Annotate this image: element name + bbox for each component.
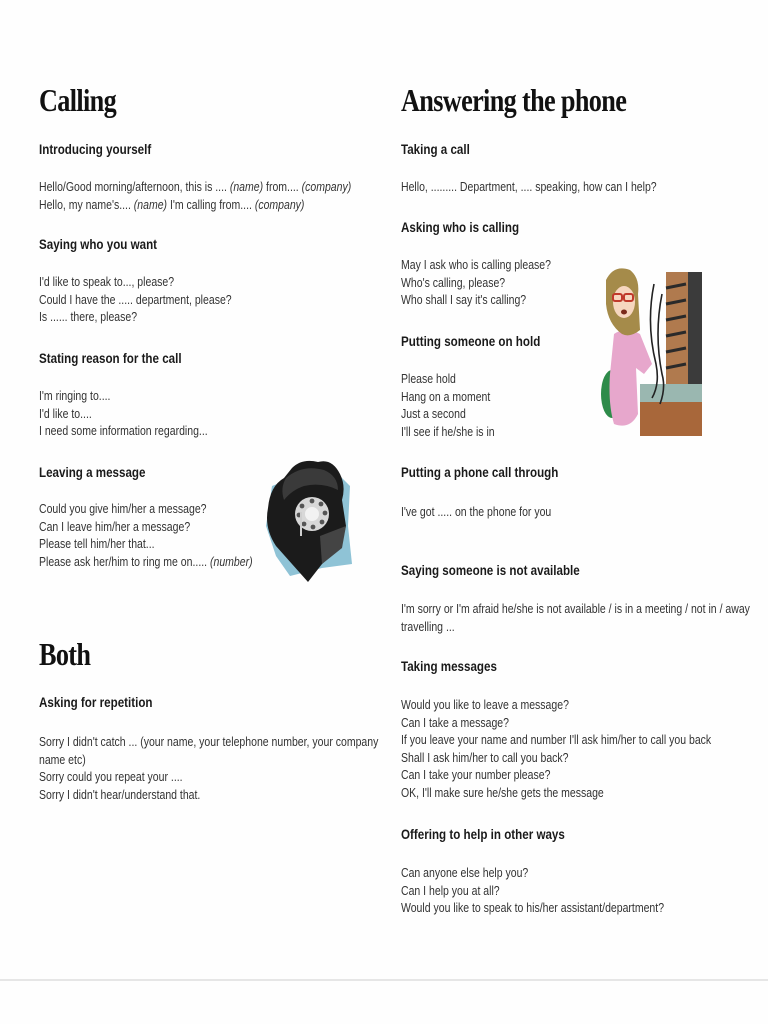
section-heading-putting-someone-on-hold: Putting someone on hold (401, 334, 541, 349)
phrase-line: Would you like to leave a message? (401, 698, 569, 712)
phrase-line: I'm ringing to.... (39, 389, 111, 403)
phrase-line: I'd like to speak to..., please? (39, 275, 175, 289)
section-heading-offering-help: Offering to help in other ways (401, 827, 565, 842)
phrase-line: May I ask who is calling please? (401, 258, 551, 272)
section-lines-offering-help (401, 865, 664, 918)
section-lines-putting-someone-on-hold (401, 371, 495, 441)
section-heading-taking-a-call: Taking a call (401, 142, 470, 157)
phrase-line: OK, I'll make sure he/she gets the message (401, 785, 604, 800)
phrase-line: Would you like to speak to his/her assistant/department? (401, 901, 665, 915)
section-lines-saying-who-you-want (39, 274, 232, 327)
phrase-line: Sorry I didn't catch ... (your name, your telephone number, your company (39, 735, 379, 749)
phrase-line: I've got ..... on the phone for you (401, 505, 552, 519)
section-lines-taking-messages (401, 697, 711, 802)
phrase-line: Who's calling, please? (401, 275, 506, 290)
phrase-line: Can I leave him/her a message? (39, 519, 191, 534)
section-lines-stating-reason (39, 388, 208, 441)
phrase-line: Hello, ......... Department, .... speaking, how can I help? (401, 180, 657, 194)
both-title: Both (39, 636, 91, 672)
phrase-line: Can I help you at all? (401, 883, 500, 898)
section-lines-asking-for-repetition (39, 734, 378, 804)
phrase-line: Shall I ask him/her to call you back? (401, 750, 569, 765)
phrase-line: Hello/Good morning/afternoon, this is .... (name) from.... (company) (39, 180, 352, 194)
section-heading-saying-someone-not-available: Saying someone is not available (401, 563, 580, 578)
section-lines-leaving-a-message (39, 501, 253, 571)
section-heading-saying-who-you-want: Saying who you want (39, 237, 158, 252)
phrase-line: Please hold (401, 372, 456, 386)
phrase-line: Can I take a message? (401, 715, 509, 730)
phrase-line: Please ask her/him to ring me on..... (number) (39, 554, 253, 569)
phrase-line: name etc) (39, 752, 86, 767)
phrase-line: Could I have the ..... department, please? (39, 292, 232, 307)
calling-title: Calling (39, 82, 117, 118)
section-heading-putting-a-call-through: Putting a phone call through (401, 465, 559, 480)
rotary-telephone-illustration-icon (262, 456, 354, 586)
section-heading-leaving-a-message: Leaving a message (39, 465, 146, 480)
phrase-line: I'll see if he/she is in (401, 424, 495, 439)
phrase-line: Is ...... there, please? (39, 310, 138, 324)
section-lines-introducing-yourself (39, 179, 351, 214)
section-lines-saying-someone-not-available (401, 601, 750, 636)
section-heading-taking-messages: Taking messages (401, 659, 497, 674)
phrase-line: I'm sorry or I'm afraid he/she is not available / is in a meeting / not in / away (401, 602, 750, 616)
section-heading-asking-who-is-calling: Asking who is calling (401, 220, 520, 235)
phrase-line: Can I take your number please? (401, 768, 551, 782)
phrase-line: Please tell him/her that... (39, 537, 155, 551)
section-lines-taking-a-call (401, 179, 657, 197)
phrase-line: Could you give him/her a message? (39, 502, 207, 516)
phrase-line: Hello, my name's.... (name) I'm calling from.... (company) (39, 197, 305, 212)
section-heading-asking-for-repetition: Asking for repetition (39, 695, 153, 710)
switchboard-operator-illustration-icon (600, 264, 704, 438)
phrase-line: If you leave your name and number I'll ask him/her to call you back (401, 733, 712, 747)
phrase-line: I need some information regarding... (39, 424, 208, 438)
section-heading-introducing-yourself: Introducing yourself (39, 142, 152, 157)
section-lines-asking-who-is-calling (401, 257, 551, 310)
phrase-line: travelling ... (401, 619, 455, 634)
phrase-line: Hang on a moment (401, 389, 491, 404)
phrase-line: Can anyone else help you? (401, 866, 529, 880)
phrase-line: Just a second (401, 407, 466, 421)
section-heading-stating-reason: Stating reason for the call (39, 351, 182, 366)
phrase-line: Sorry I didn't hear/understand that. (39, 787, 201, 802)
phrase-line: Sorry could you repeat your .... (39, 770, 183, 784)
next-page-area (0, 981, 768, 1024)
answering-title: Answering the phone (401, 82, 627, 118)
phrase-line: Who shall I say it's calling? (401, 293, 527, 307)
section-lines-putting-a-call-through (401, 504, 551, 522)
phrase-line: I'd like to.... (39, 406, 92, 421)
